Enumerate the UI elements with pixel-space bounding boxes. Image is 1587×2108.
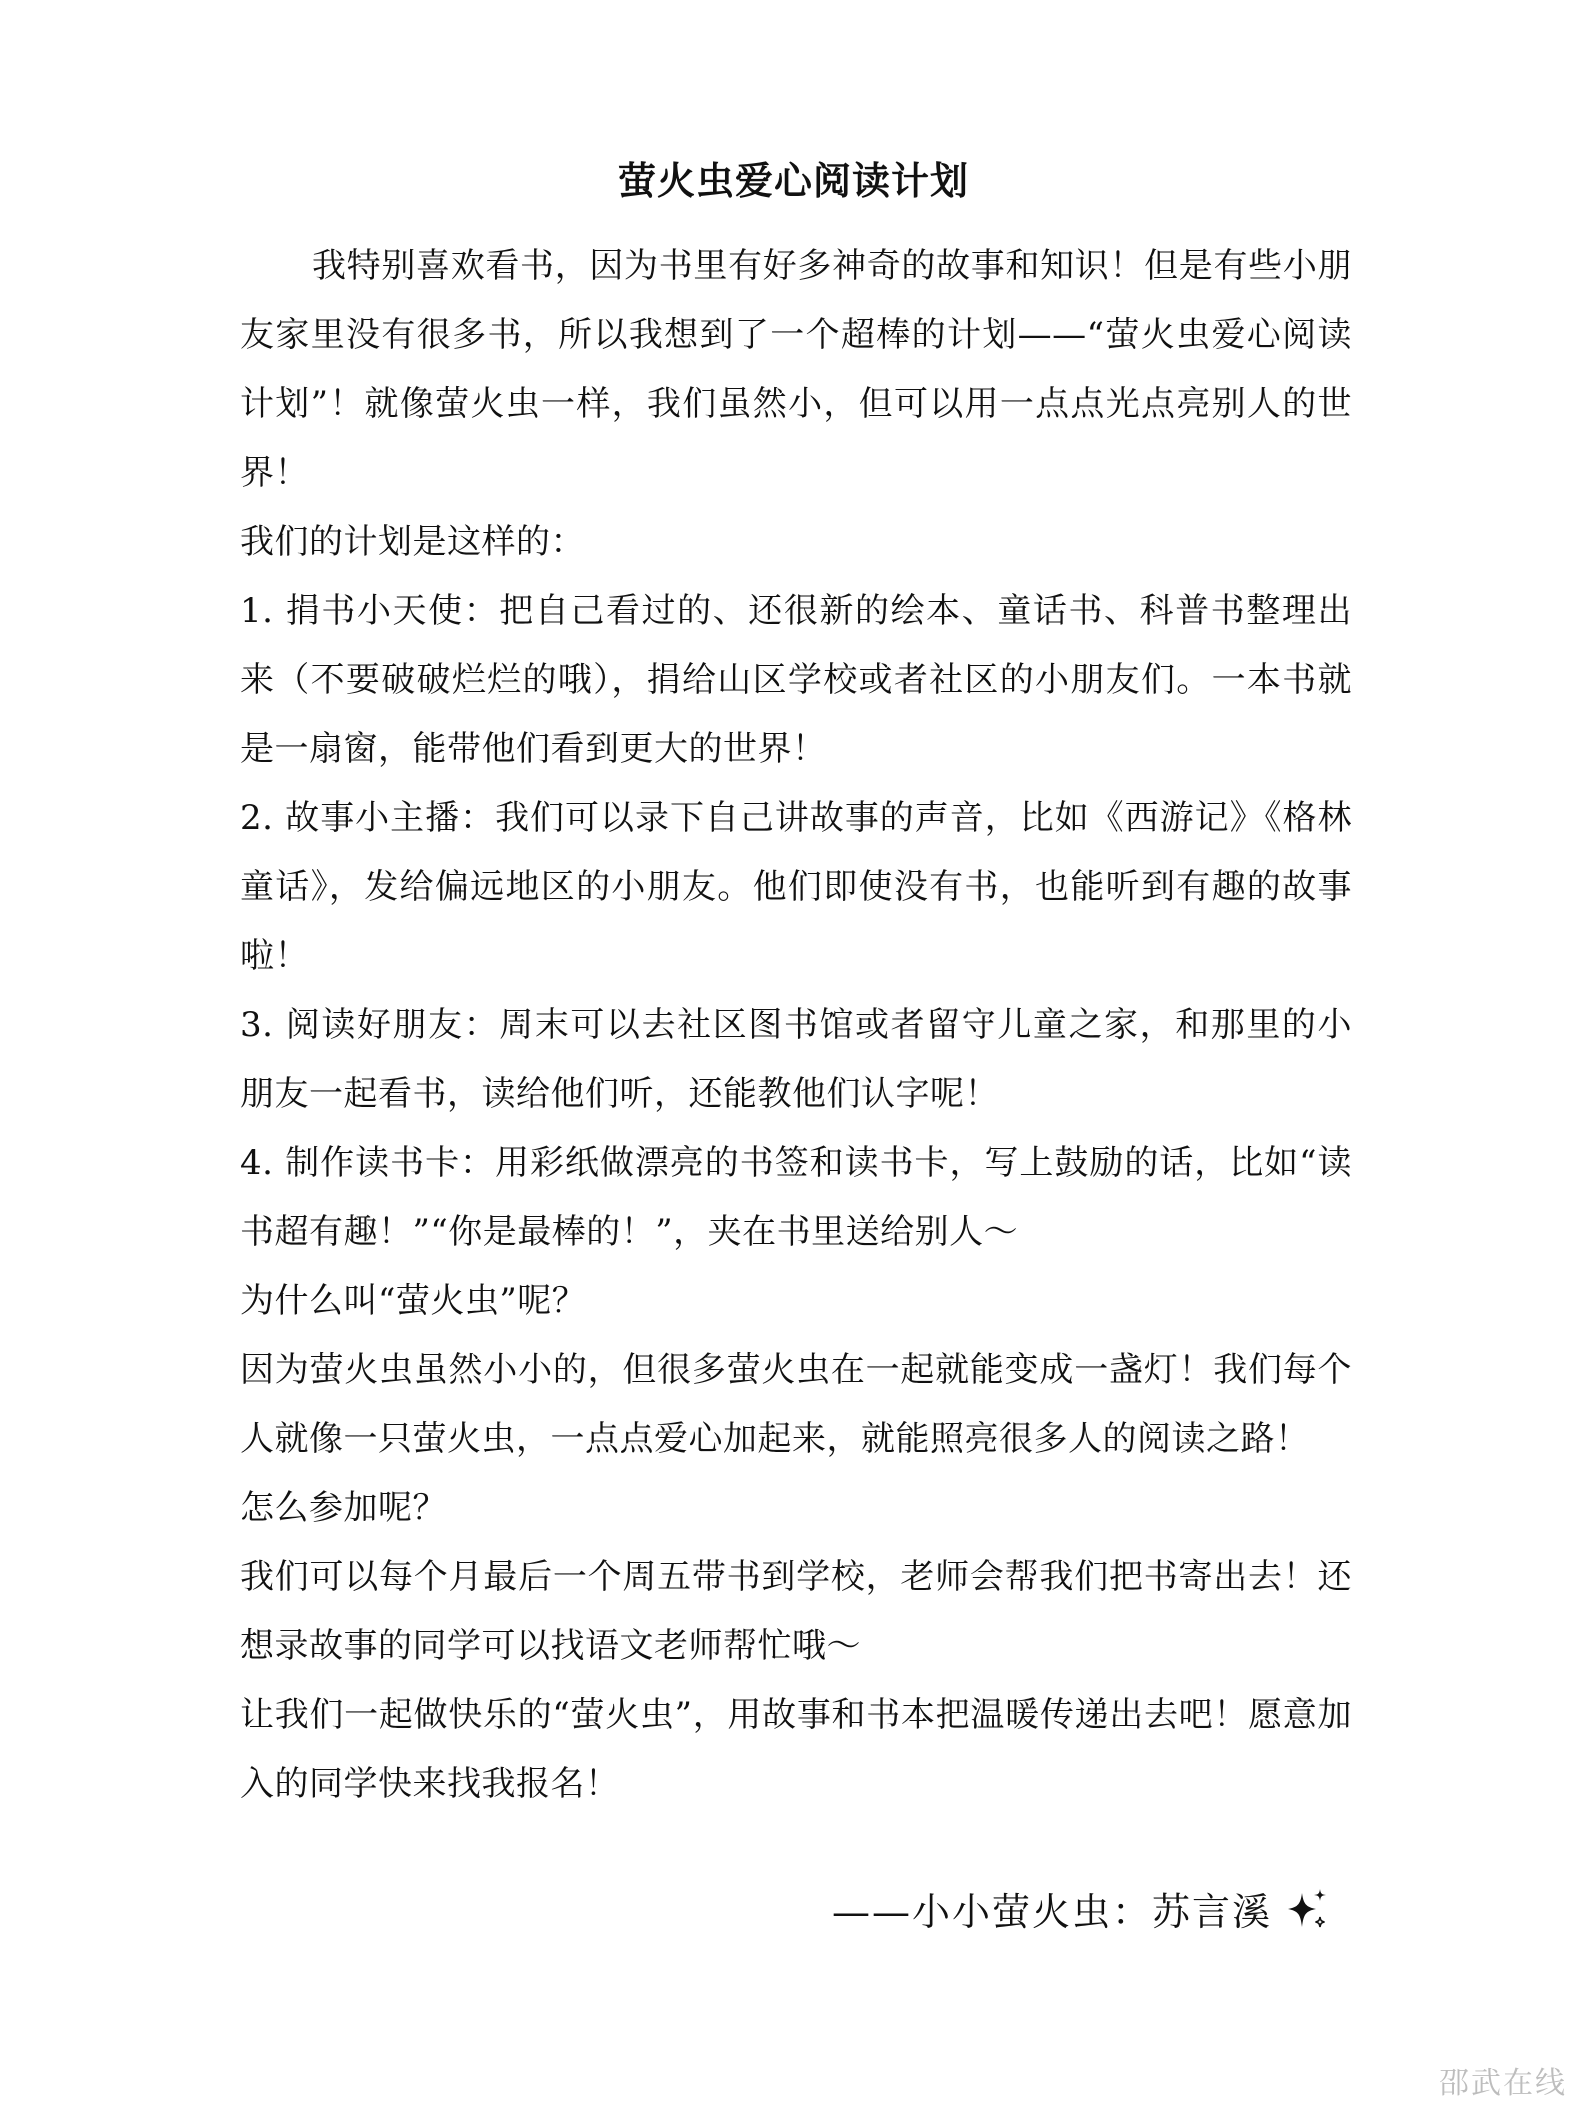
join-heading: 怎么参加呢？: [240, 1488, 447, 1528]
plan-heading: 我们的计划是这样的：: [240, 522, 585, 562]
sparkle-icon: [1284, 1887, 1330, 1933]
why-heading: 为什么叫“萤火虫”呢？: [240, 1281, 587, 1321]
closing-paragraph: 让我们一起做快乐的“萤火虫”，用故事和书本把温暖传递出去吧！愿意加入的同学快来找我报名！: [240, 1695, 1352, 1804]
document-title: 萤火虫爱心阅读计划: [617, 159, 969, 203]
plan-item-2: 2. 故事小主播：我们可以录下自己讲故事的声音，比如《西游记》《格林童话》，发给偏远地区的小朋友。他们即使没有书，也能听到有趣的故事啦！: [240, 798, 1352, 976]
plan-item-3: 3. 阅读好朋友：周末可以去社区图书馆或者留守儿童之家，和那里的小朋友一起看书，读给他们听，还能教他们认字呢！: [240, 1005, 1352, 1114]
intro-paragraph: 我特别喜欢看书，因为书里有好多神奇的故事和知识！但是有些小朋友家里没有很多书，所以我想到了一个超棒的计划——“萤火虫爱心阅读计划”！就像萤火虫一样，我们虽然小，但可以用一点点光点亮别人的世界！: [240, 246, 1352, 493]
why-paragraph: 因为萤火虫虽然小小的，但很多萤火虫在一起就能变成一盏灯！我们每个人就像一只萤火虫，一点点爱心加起来，就能照亮很多人的阅读之路！: [240, 1350, 1352, 1459]
signature-text: ——小小萤火虫：苏言溪: [831, 1890, 1272, 1934]
signature-line: [0, 1882, 1330, 1942]
document-body: [240, 232, 1352, 1819]
join-paragraph: 我们可以每个月最后一个周五带书到学校，老师会帮我们把书寄出去！还想录故事的同学可以找语文老师帮忙哦～: [240, 1557, 1352, 1666]
plan-item-1: 1. 捐书小天使：把自己看过的、还很新的绘本、童话书、科普书整理出来（不要破破烂烂的哦），捐给山区学校或者社区的小朋友们。一本书就是一扇窗，能带他们看到更大的世界！: [240, 591, 1352, 769]
watermark: 邵武在线: [1439, 2066, 1567, 2101]
plan-item-4: 4. 制作读书卡：用彩纸做漂亮的书签和读书卡，写上鼓励的话，比如“读书超有趣！”“你是最棒的！”，夹在书里送给别人～: [240, 1143, 1352, 1252]
